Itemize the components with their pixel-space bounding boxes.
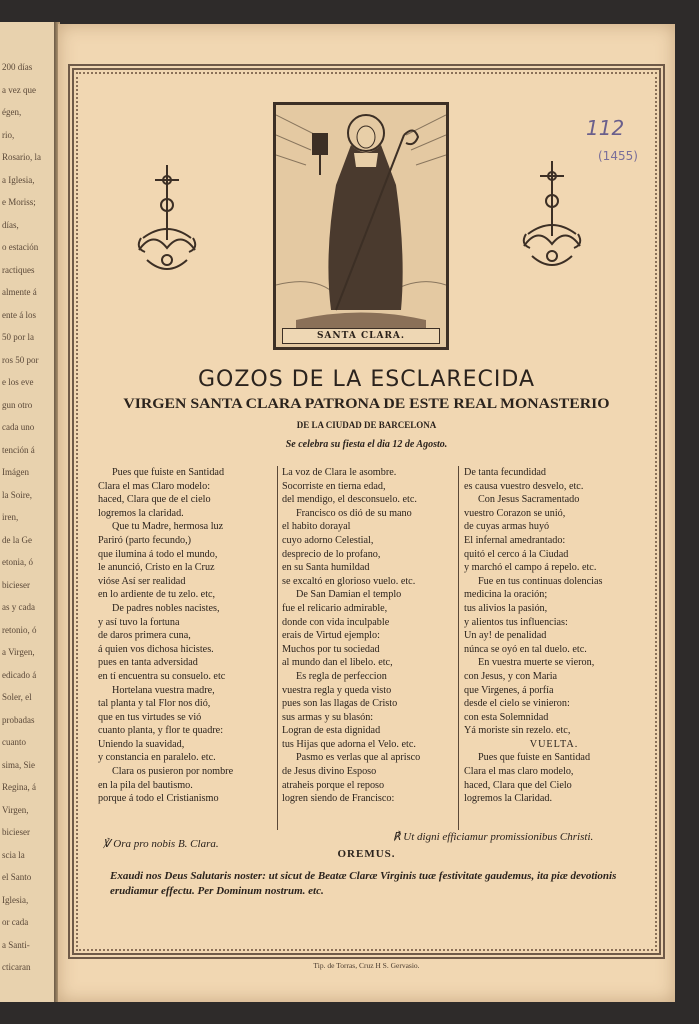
verse-line: En vuestra muerte se vieron, — [478, 657, 595, 669]
verse-line: vuestra regla y queda visto — [282, 684, 392, 696]
left-page-text: 50 por la — [2, 332, 34, 342]
left-page-text: ractiques — [2, 264, 35, 275]
document-title: GOZOS DE LA ESCLARECIDA — [197, 367, 536, 392]
left-page-text: iren, — [2, 512, 19, 522]
verse-column-2 — [282, 466, 458, 806]
left-page-text: or cada — [2, 917, 29, 927]
verse-line: VUELTA. — [529, 738, 579, 750]
left-page-text: bicieser — [2, 827, 30, 837]
verse-line: De tanta fecundidad — [464, 467, 547, 478]
left-page-text: Imágen — [2, 467, 29, 477]
left-page-text: la Soire, — [2, 489, 32, 500]
verse-line: Un ay! de penalidad — [464, 630, 547, 642]
verse-line: Fue en tus continuas dolencias — [478, 575, 603, 587]
verse-column-1 — [98, 466, 274, 806]
left-page-text: almente á — [2, 287, 37, 297]
verse-line: que Virgenes, á porfía — [464, 684, 554, 696]
verse-line: De padres nobles nacistes, — [112, 602, 220, 614]
verse-line: al mundo dan el libelo. etc, — [282, 657, 393, 669]
verse-line: Pues que fuiste en Santidad — [478, 752, 591, 764]
verse-line: logren siendo de Francisco: — [282, 793, 395, 805]
verse-line: El infernal amedrantado: — [464, 534, 566, 546]
verse-line: atraheis porque el reposo — [282, 779, 385, 791]
left-page-text: a Santi- — [2, 939, 30, 950]
response: ℟ Ut digni efficiamur promissionibus Christi. — [393, 831, 594, 843]
verse-line: Logran de esta dignidad — [282, 725, 381, 737]
left-page-text: gun otro — [2, 399, 33, 410]
verse-line: fue el relicario admirable, — [282, 602, 388, 614]
oremus-heading: OREMUS. — [337, 848, 396, 860]
verse-line: núnca se oyó en tal duelo. etc. — [464, 643, 587, 655]
left-page-text: as y cada — [2, 602, 35, 612]
left-page-text: probadas — [2, 714, 35, 725]
saint-figure-illustration — [276, 105, 446, 347]
verse-line: erais de Virtud ejemplo: — [282, 630, 380, 642]
verse-line: quitó el cerco á la Ciudad — [464, 548, 569, 560]
verse-line: desprecio de lo profano, — [282, 548, 381, 560]
verse-line: Pasmo es verlas que al aprisco — [296, 752, 421, 764]
verse-line: donde con vida inculpable — [282, 616, 390, 628]
verse-line: en lo ardiente de tu zelo. etc, — [98, 589, 216, 601]
verse-line: Es regla de perfeccion — [296, 670, 387, 682]
left-page-text: cticaran — [2, 962, 31, 972]
column-divider-1 — [277, 466, 278, 830]
verse-line: que en tus virtudes se vió — [98, 711, 202, 723]
verse-line: le anunció, Cristo en la Cruz — [98, 562, 215, 574]
verse-line: desde el cielo se vinieron: — [464, 698, 570, 710]
verse-line: se excaltó en glorioso vuelo. etc. — [282, 575, 416, 587]
left-page-text: égen, — [2, 107, 22, 117]
left-page-text: rio, — [2, 129, 15, 140]
adjacent-page-fragment — [0, 22, 56, 1002]
left-page-text: Rosario, la — [2, 152, 41, 162]
left-page-text: Regina, á — [2, 782, 36, 792]
left-page-text: Virgen, — [2, 804, 29, 815]
left-page-text: a vez que — [2, 84, 36, 95]
verse-line: Clara os pusieron por nombre — [112, 766, 234, 778]
gozos-sheet — [58, 24, 675, 1002]
verse-line: y constancia en paralelo. etc. — [98, 752, 216, 764]
verse-line: porque á todo el Cristianismo — [98, 793, 219, 805]
verse-line: y así tuvo la fortuna — [98, 616, 180, 628]
printer-imprint: Tip. de Torras, Cruz H S. Gervasio. — [313, 961, 420, 970]
left-page-text: días, — [2, 219, 19, 230]
left-page-text: e Moriss; — [2, 197, 36, 207]
left-page-text: cada uno — [2, 422, 35, 432]
left-page-text: 200 días — [2, 62, 33, 72]
verse-line: Hortelana vuestra madre, — [112, 684, 215, 696]
saint-clare-woodcut — [273, 102, 449, 350]
verse-line: cuanto planta, y flor te quadre: — [98, 725, 224, 737]
handwritten-number: 112 — [586, 116, 625, 140]
verse-line: De San Damian el templo — [296, 589, 402, 601]
left-page-text: ente á los — [2, 309, 36, 320]
left-page-text: a Virgen, — [2, 647, 35, 657]
left-page-text: scia la — [2, 849, 25, 860]
verse-line: pues son las llagas de Cristo — [282, 698, 398, 710]
verse-line: que ilumina á todo el mundo, — [98, 548, 218, 560]
verse-line: tus Hijas que adorna el Velo. etc. — [282, 738, 416, 750]
city-line: DE LA CIUDAD DE BARCELONA — [296, 420, 437, 430]
verse-line: de daros primera cuna, — [98, 630, 191, 642]
left-page-text: cuanto — [2, 737, 26, 747]
verse-line: logremos la Claridad. — [464, 793, 552, 805]
left-page-text: ros 50 por — [2, 354, 39, 365]
left-page-text: retonio, ó — [2, 624, 37, 635]
column-divider-2 — [458, 466, 459, 830]
verse-line: vióse Así ser realidad — [98, 575, 186, 587]
verse-line: del mendigo, el desconsuelo. etc. — [282, 494, 417, 506]
verse-line: y marchó el campo á repelo. etc. — [464, 562, 597, 574]
verse-line: Francisco os dió de su mano — [296, 507, 412, 519]
verse-line: Uniendo la suavidad, — [98, 738, 185, 750]
verse-line: Pariró (parto fecundo,) — [98, 534, 192, 546]
verse-line: en su Santa humildad — [282, 562, 370, 574]
left-page-text: el Santo — [2, 872, 32, 882]
left-page-text: de la Ge — [2, 534, 32, 545]
versicle: ℣ Ora pro nobis B. Clara. — [103, 838, 219, 850]
left-page-text: edicado á — [2, 669, 37, 680]
verse-line: vuestro Corazon se unió, — [464, 507, 566, 519]
verse-line: tal planta y tal Flor nos dió, — [98, 698, 211, 710]
verse-line: haced, Clara que de el cielo — [98, 494, 211, 506]
verse-line: á quien vos dichosa hicistes. — [98, 643, 214, 655]
left-page-text: o estación — [2, 242, 39, 252]
verse-line: sus armas y su blasón: — [282, 711, 374, 723]
verse-line: Yá moriste sin rezelo. etc, — [464, 725, 571, 737]
left-page-text: tención á — [2, 444, 35, 455]
verse-column-3 — [464, 466, 644, 806]
verse-line: con Jesus, y con Maria — [464, 670, 558, 682]
verse-line: Con Jesus Sacramentado — [478, 494, 580, 506]
verse-line: medicina la oración; — [464, 589, 548, 601]
left-page-text: Soler, el — [2, 692, 32, 702]
verse-line: cuyo adorno Celestial, — [282, 534, 374, 546]
verse-line: Clara el mas claro modelo, — [464, 766, 574, 778]
handwritten-subnumber: (1455) — [598, 149, 638, 163]
verse-line: con esta Solemnidad — [464, 711, 549, 723]
document-subtitle: VIRGEN SANTA CLARA PATRONA DE ESTE REAL MONASTERIO — [123, 396, 610, 412]
feast-line: Se celebra su fiesta el dia 12 de Agosto. — [285, 439, 448, 450]
verse-line: Socorriste en tierna edad, — [282, 480, 386, 492]
verse-line: Muchos por tu sociedad — [282, 643, 380, 655]
verse-line: el habito dorayal — [282, 521, 351, 533]
left-page-text: e los eve — [2, 377, 34, 387]
left-page-text: bicieser — [2, 579, 30, 590]
woodcut-caption: SANTA CLARA. — [282, 328, 440, 344]
verse-line: Pues que fuiste en Santidad — [112, 467, 225, 478]
verse-line: tus alivios la pasión, — [464, 602, 548, 614]
verse-line: Clara el mas Claro modelo: — [98, 480, 211, 492]
left-page-text: Iglesia, — [2, 894, 29, 905]
left-page-text: etonia, ó — [2, 557, 33, 567]
verse-line: logremos la claridad. — [98, 507, 184, 519]
closing-prayer: Exaudi nos Deus Salutaris noster: ut sicut de Beatæ Claræ Virginis tuæ festivitate gaudemus, ita piæ devotionis erudiamur effectu. Per Dominum nostrum. etc. — [110, 870, 617, 897]
cross-ornament-left — [133, 160, 201, 280]
verse-line: en tí encuentra su consuelo. etc — [98, 670, 226, 682]
verse-line: La voz de Clara le asombre. — [282, 467, 397, 478]
left-page-text: a Iglesia, — [2, 174, 35, 185]
verse-line: en la pila del bautismo. — [98, 779, 193, 791]
verse-line: y alientos tus influencias: — [464, 616, 568, 628]
verse-line: haced, Clara que del Cielo — [464, 779, 572, 791]
verse-line: pues en tanta adversidad — [98, 657, 198, 669]
verse-line: de cuyas armas huyó — [464, 521, 550, 533]
verse-line: Que tu Madre, hermosa luz — [112, 521, 224, 533]
cross-ornament-right — [518, 156, 586, 276]
left-page-text: sima, Sie — [2, 759, 35, 770]
verse-line: de Jesus divino Esposo — [282, 766, 377, 778]
verse-line: es causa vuestro desvelo, etc. — [464, 480, 584, 492]
